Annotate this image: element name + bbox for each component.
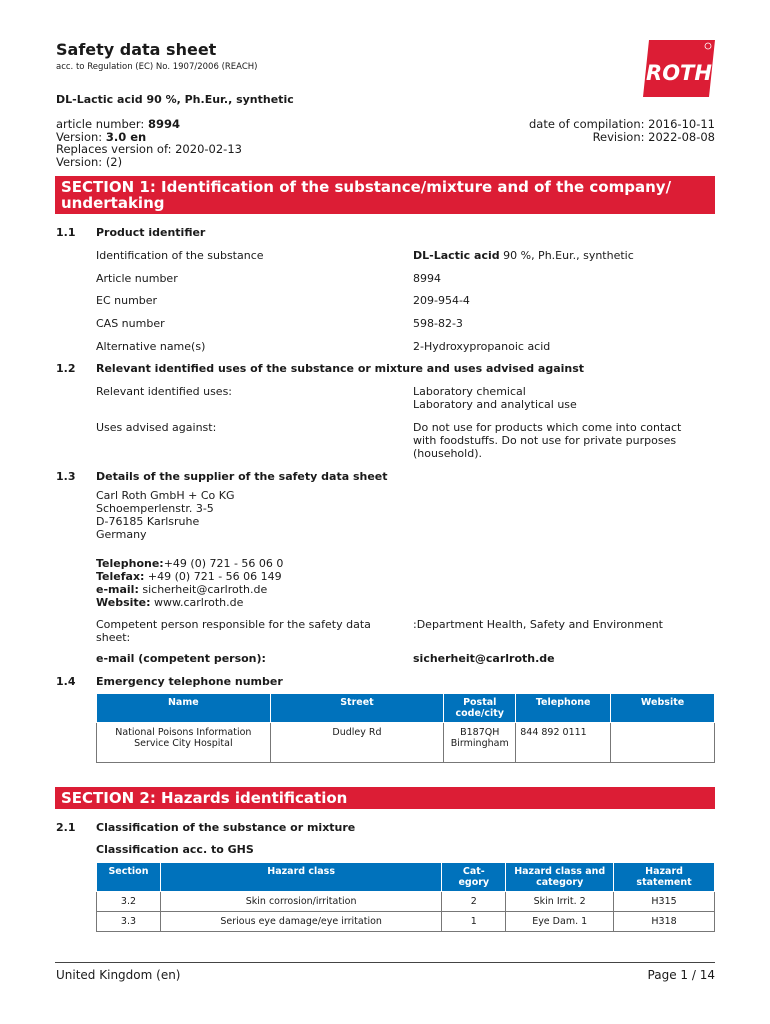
table-row (97, 723, 715, 763)
competent-email-link[interactable]: sicherheit@carlroth.de (413, 652, 555, 665)
subsection-heading: Details of the supplier of the safety data sheet (96, 470, 388, 483)
logo-text: ROTH (646, 61, 712, 85)
identifier-value: 2-Hydroxypropanoic acid (413, 340, 551, 353)
column-header: Website (611, 694, 715, 723)
column-header: Street (270, 694, 444, 723)
identifier-value: 8994 (413, 272, 441, 285)
table-cell: Serious eye damage/eye irritation (160, 912, 441, 932)
identifier-value: 209-954-4 (413, 294, 470, 307)
subsection-heading: Relevant identified uses of the substance or mixture and uses advised against (96, 362, 585, 375)
ghs-heading: Classification acc. to GHS (96, 843, 254, 856)
column-header: Cat- egory (442, 863, 506, 892)
section-1-heading: SECTION 1: Identification of the substance/mixture and of the company/ undertaking (55, 176, 715, 214)
table-cell: Dudley Rd (270, 723, 444, 763)
uses-against-label: Uses advised against: (96, 421, 217, 434)
table-header-row (97, 863, 715, 892)
table-cell: B187QH Birmingham (444, 723, 516, 763)
compilation-date: date of compilation: 2016-10-11 (528, 117, 715, 131)
supplier-address: Carl Roth GmbH + Co KG Schoemperlenstr. 3-5 D-76185 Karlsruhe Germany (96, 489, 235, 541)
subsection-number: 1.1 (56, 226, 76, 239)
identifier-label: Identification of the substance (96, 249, 264, 262)
document-meta-left (56, 118, 242, 168)
identifier-label: Article number (96, 272, 178, 285)
uses-against-value: Do not use for products which come into contact with foodstuffs. Do not use for private purposes (household). (413, 421, 682, 460)
table-cell: National Poisons Information Service City Hospital (97, 723, 271, 763)
regulation-subtitle: acc. to Regulation (EC) No. 1907/2006 (REACH) (56, 62, 258, 72)
article-number-label: article number: (56, 117, 145, 131)
version: 3.0 en (105, 129, 147, 144)
document-meta-right (529, 118, 715, 143)
table-cell: H315 (614, 892, 715, 912)
subsection-heading: Product identifier (96, 226, 206, 239)
article-number: 8994 (147, 117, 180, 131)
identifier-value: DL-Lactic acid 90 %, Ph.Eur., synthetic (413, 249, 634, 262)
column-header: Section (97, 863, 161, 892)
document-title: Safety data sheet (56, 40, 217, 59)
revision-date: Revision: 2022-08-08 (592, 129, 715, 144)
uses-value: Laboratory chemical Laboratory and analytical use (413, 385, 577, 411)
subsection-heading: Classification of the substance or mixture (96, 821, 356, 834)
table-cell: 1 (442, 912, 506, 932)
table-row (97, 892, 715, 912)
column-header: Telephone (516, 694, 611, 723)
subsection-heading: Emergency telephone number (96, 675, 283, 688)
subsection-number: 2.1 (56, 821, 76, 834)
version-label: Version: (56, 129, 103, 144)
product-name: DL-Lactic acid 90 %, Ph.Eur., synthetic (56, 93, 294, 106)
column-header: Postal code/city (444, 694, 516, 723)
footer-divider (55, 962, 715, 963)
competent-person-value: :Department Health, Safety and Environment (413, 618, 663, 631)
replaces-version: Replaces version of: 2020-02-13 (56, 142, 242, 156)
supplier-contact: Telephone:+49 (0) 721 - 56 06 0 Telefax: +49 (0) 721 - 56 06 149 e-mail: sicherheit@carlroth.de Website: www.carlroth.de (96, 557, 284, 609)
table-cell: Eye Dam. 1 (506, 912, 614, 932)
column-header: Name (97, 694, 271, 723)
subsection-number: 1.4 (56, 675, 76, 688)
column-header: Hazard class and category (506, 863, 614, 892)
table-cell: Skin corrosion/irritation (160, 892, 441, 912)
table-header-row (97, 694, 715, 723)
footer-country: United Kingdom (en) (56, 968, 181, 982)
ghs-classification-table (96, 862, 715, 932)
competent-person-label: Competent person responsible for the safety data sheet: (96, 618, 371, 644)
table-row (97, 912, 715, 932)
subsection-number: 1.3 (56, 470, 76, 483)
table-cell: H318 (614, 912, 715, 932)
column-header: Hazard class (160, 863, 441, 892)
table-cell (611, 723, 715, 763)
table-cell: 2 (442, 892, 506, 912)
replaced-version-number: Version: (2) (56, 154, 123, 169)
roth-logo (643, 40, 715, 97)
column-header: Hazard statement (614, 863, 715, 892)
uses-label: Relevant identified uses: (96, 385, 233, 398)
footer-page-number: Page 1 / 14 (647, 968, 715, 982)
identifier-label: Alternative name(s) (96, 340, 206, 353)
table-cell: 844 892 0111 (516, 723, 611, 763)
section-2-heading: SECTION 2: Hazards identification (55, 787, 715, 809)
table-cell: 3.2 (97, 892, 161, 912)
table-cell: Skin Irrit. 2 (506, 892, 614, 912)
identifier-value: 598-82-3 (413, 317, 463, 330)
subsection-number: 1.2 (56, 362, 76, 375)
identifier-label: EC number (96, 294, 158, 307)
supplier-email-link[interactable]: sicherheit@carlroth.de (138, 583, 268, 596)
competent-email-label: e-mail (competent person): (96, 652, 266, 665)
identifier-label: CAS number (96, 317, 165, 330)
emergency-contact-table (96, 693, 715, 763)
table-cell: 3.3 (97, 912, 161, 932)
supplier-website-link[interactable]: www.carlroth.de (150, 596, 244, 609)
